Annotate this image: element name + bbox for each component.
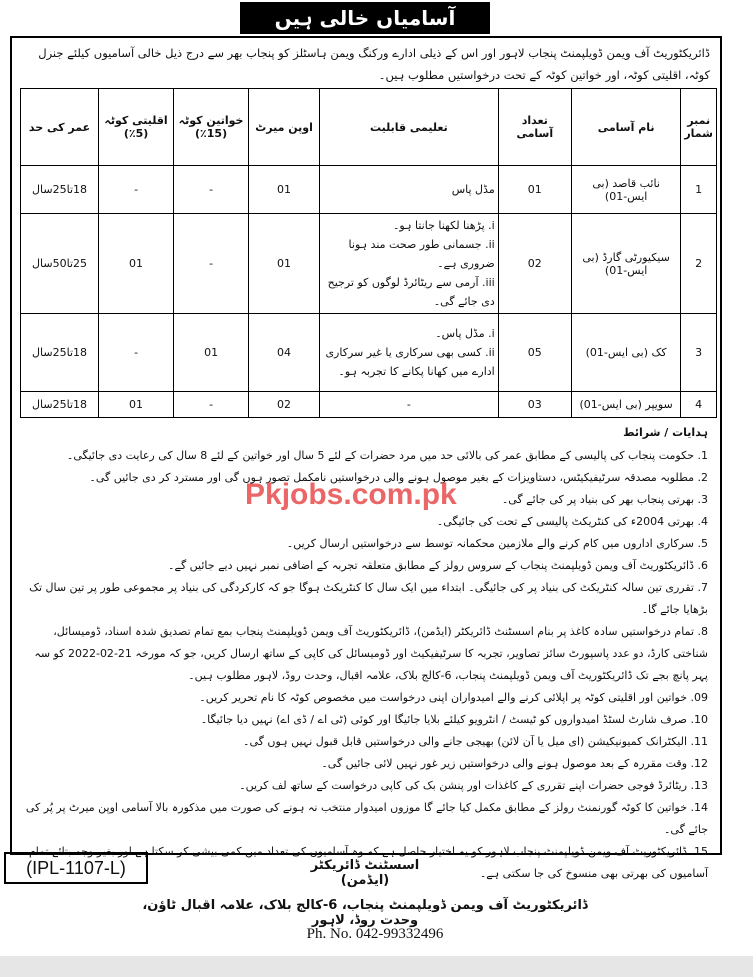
ipl-code: (IPL-1107-L) [4,852,148,884]
cell-open-merit: 01 [249,214,320,314]
phone-number: Ph. No. 042-99332496 [306,926,444,942]
cell-minority-quota: - [99,314,174,392]
qualification-line: iii. آرمی سے ریٹائرڈ لوگوں کو ترجیح دی جائے گی۔ [327,276,495,308]
cell-qualification [319,314,498,392]
header-age: عمر کی حد [21,89,99,166]
cell-serial: 2 [681,214,717,314]
cell-age: 18تا25سال [21,166,99,214]
cell-post: نائب قاصد (بی ایس-01) [571,166,680,214]
header-serial: نمبر شمار [681,89,717,166]
bottom-strip [0,956,753,977]
note-item: 7. تقرری تین سالہ کنٹریکٹ کی بنیاد پر کی جائیگی۔ ابتداء میں ایک سال کا کنٹریکٹ ہوگا جو کہ کارکردگی کی بنیاد پر مجموعی طور پر تین سال تک بڑھایا جائے گا۔ [29,581,708,616]
header-qualification: تعلیمی قابلیت [319,89,498,166]
vacancies-table [20,88,717,418]
note-item: 1. حکومت پنجاب کی پالیسی کے مطابق عمر کی بالائی حد میں مرد حضرات کے لئے 5 سال اور خواتین کے لئے 8 سال کی رعایت دی جائیگی۔ [66,449,708,462]
table-header-row [21,89,717,166]
cell-women-quota: - [174,214,249,314]
header-count: تعداد آسامی [498,89,571,166]
cell-open-merit: 04 [249,314,320,392]
cell-count: 03 [498,392,571,418]
table-row [21,166,717,214]
header-women-quota: خواتین کوٹہ (15٪) [174,89,249,166]
table-row [21,214,717,314]
table-row [21,392,717,418]
table-row [21,314,717,392]
cell-count: 02 [498,214,571,314]
cell-women-quota: 01 [174,314,249,392]
qualification-line: i. مڈل پاس۔ [435,327,495,340]
qualification-line: i. پڑھنا لکھنا جانتا ہو۔ [392,219,495,232]
note-item: 13. ریٹائرڈ فوجی حضرات اپنے تقرری کے کاغذات اور پنشن بک کی کاپی درخواست کے ساتھ لف کریں۔ [239,779,708,792]
cell-women-quota: - [174,166,249,214]
note-item: 3. بھرتی پنجاب بھر کی بنیاد پر کی جائے گی۔ [501,493,708,506]
page-title: آسامیاں خالی ہیں [240,2,490,34]
cell-age: 25تا50سال [21,214,99,314]
qualification-line: ii. کسی بھی سرکاری یا غیر سرکاری ادارے میں کھانا پکانے کا تجربہ ہو۔ [325,346,495,378]
header-post: نام آسامی [571,89,680,166]
cell-age: 18تا25سال [21,392,99,418]
cell-qualification: - [319,392,498,418]
cell-minority-quota: 01 [99,392,174,418]
note-item: 15. ڈائریکٹوریٹ آف ویمن ڈویلپمنٹ پنجاب لاہور کو یہ اختیار حاصل ہے کہ وہ آسامیوں کی تعداد میں کمی بیشی کر سکتا ہے اور بغیر وجہ بتائے تمام آسامیوں کی بھرتی بھی منسوخ کی جا سکتی ہے۔ [28,845,708,880]
cell-women-quota: - [174,392,249,418]
header-minority-quota: اقلیتی کوٹہ (5٪) [99,89,174,166]
cell-post: سیکیورٹی گارڈ (بی ایس-01) [571,214,680,314]
watermark: Pkjobs.com.pk [245,478,457,511]
cell-minority-quota: 01 [99,214,174,314]
cell-post: سویپر (بی ایس-01) [571,392,680,418]
note-item: 5. سرکاری اداروں میں کام کرنے والے ملازمین محکمانہ توسط سے درخواستیں ارسال کریں۔ [286,537,708,550]
cell-count: 01 [498,166,571,214]
note-item: 10. صرف شارٹ لسٹڈ امیدواروں کو ٹیسٹ / انٹرویو کیلئے بلایا جائیگا اور کوئی (ٹی اے / ڈی اے) نہیں دیا جائیگا۔ [200,713,708,726]
header-open-merit: اوپن میرٹ [249,89,320,166]
cell-age: 18تا25سال [21,314,99,392]
intro-paragraph: ڈائریکٹوریٹ آف ویمن ڈویلپمنٹ پنجاب لاہور اور اس کے ذیلی ادارے ورکنگ ویمن ہاسٹلز کو پنجاب بھر سے درج ذیل خالی آسامیوں کیلئے جنرل کوٹہ، اقلیتی کوٹہ، اور خواتین کوٹہ کے تحت درخواستیں مطلوب ہیں۔ [38,46,710,82]
note-item: 14. خواتین کا کوٹہ گورنمنٹ رولز کے مطابق مکمل کیا جائے گا موزوں امیدوار منتخب نہ ہونے کی صورت میں مذکورہ بالا آسامی اوپن میرٹ پر پُر کی جائے گی۔ [25,801,708,836]
notes-heading: ہدایات / شرائط [623,426,708,439]
note-item: 2. مطلوبہ مصدقہ سرٹیفیکیٹس، دستاویزات کے بغیر موصول ہونے والی درخواستیں نامکمل تصور ہوں گی اور مسترد کر دی جائیں گی۔ [89,471,708,484]
qualification-line: مڈل پاس [451,183,495,196]
note-item: 4. بھرتی 2004ء کی کنٹریکٹ پالیسی کے تحت کی جائیگی۔ [436,515,708,528]
cell-serial: 1 [681,166,717,214]
qualification-line: ii. جسمانی طور صحت مند ہونا ضروری ہے۔ [348,238,495,270]
cell-count: 05 [498,314,571,392]
note-item: 12. وقت مقررہ کے بعد موصول ہونے والی درخواستیں زیر غور نہیں لائی جائیں گی۔ [321,757,708,770]
note-item: 09. خواتین اور اقلیتی کوٹہ پر اپلائی کرنے والے امیدواران اپنی درخواست میں مخصوص کوٹہ کا نام تحریر کریں۔ [199,691,708,704]
signatory: اسسٹنٹ ڈائریکٹر (ایڈمن) [310,858,420,888]
cell-post: کک (بی ایس-01) [571,314,680,392]
cell-open-merit: 02 [249,392,320,418]
note-item: 11. الیکٹرانک کمیونیکیشن (ای میل یا آن لائن) بھیجی جانے والی درخواستیں قابل قبول نہیں ہوں گی۔ [243,735,708,748]
cell-serial: 4 [681,392,717,418]
cell-qualification [319,214,498,314]
office-address: ڈائریکٹوریٹ آف ویمن ڈویلپمنٹ پنجاب، 6-کالج بلاک، علامہ اقبال ٹاؤن، وحدت روڈ، لاہور [142,898,588,928]
note-item: 8. تمام درخواستیں سادہ کاغذ پر بنام اسسٹنٹ ڈائریکٹر (ایڈمن)، ڈائریکٹوریٹ آف ویمن ڈویلپمنٹ پنجاب بمع تمام تصدیق شدہ اسناد، ڈومیسائل، شناختی کارڈ، دو عدد پاسپورٹ سائز تصاویر، تجربہ کا سرٹیفیکیٹ اور ڈومیسائل کی کاپی کے ساتھ ارسال کریں، جو کہ مورخہ 21-02-2022 کو سہ پہر پانچ بجے تک ڈائریکٹوریٹ آف ویمن ڈویلپمنٹ پنجاب، 6-کالج بلاک، علامہ اقبال، وحدت روڈ، لاہور مطلوب ہیں۔ [34,625,708,682]
cell-open-merit: 01 [249,166,320,214]
cell-minority-quota: - [99,166,174,214]
cell-qualification [319,166,498,214]
cell-serial: 3 [681,314,717,392]
note-item: 6. ڈائریکٹوریٹ آف ویمن ڈویلپمنٹ پنجاب کے سروس رولز کے مطابق متعلقہ تجربہ کے اضافی نمبر نہیں دیے جائیں گے۔ [168,559,708,572]
